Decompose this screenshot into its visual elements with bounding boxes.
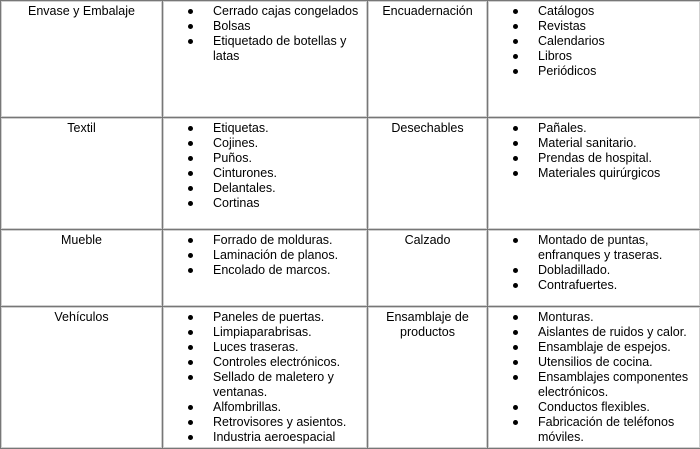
item-list [492, 4, 696, 79]
list-item: Conductos flexibles. [538, 400, 696, 415]
list-item: Forrado de molduras. [213, 233, 363, 248]
list-item: Ensamblaje de espejos. [538, 340, 696, 355]
items-cell [488, 230, 700, 307]
list-item: Calendarios [538, 34, 696, 49]
items-cell [163, 307, 368, 449]
list-item: Limpiaparabrisas. [213, 325, 363, 340]
list-item: Encolado de marcos. [213, 263, 363, 278]
category-cell: Textil [1, 118, 163, 230]
list-item: Industria aeroespacial [213, 430, 363, 445]
list-item: Etiquetas. [213, 121, 363, 136]
item-list [492, 121, 696, 181]
list-item: Prendas de hospital. [538, 151, 696, 166]
items-cell [163, 230, 368, 307]
category-cell: Calzado [368, 230, 488, 307]
list-item: Pañales. [538, 121, 696, 136]
item-list [167, 233, 363, 278]
list-item: Cerrado cajas congelados [213, 4, 363, 19]
list-item: Luces traseras. [213, 340, 363, 355]
list-item: Etiquetado de botellas y latas [213, 34, 363, 64]
items-cell [488, 307, 700, 449]
item-list [167, 121, 363, 211]
list-item: Material sanitario. [538, 136, 696, 151]
category-cell: Encuadernación [368, 1, 488, 118]
category-cell: Mueble [1, 230, 163, 307]
list-item: Dobladillado. [538, 263, 696, 278]
table-row [1, 1, 700, 118]
table-row [1, 118, 700, 230]
item-list [167, 310, 363, 445]
table-row [1, 307, 700, 449]
list-item: Periódicos [538, 64, 696, 79]
list-item: Cojines. [213, 136, 363, 151]
list-item: Contrafuertes. [538, 278, 696, 293]
list-item: Sellado de maletero y ventanas. [213, 370, 363, 400]
list-item: Cortinas [213, 196, 363, 211]
list-item: Utensilios de cocina. [538, 355, 696, 370]
items-cell [163, 118, 368, 230]
item-list [167, 4, 363, 64]
list-item: Libros [538, 49, 696, 64]
list-item: Catálogos [538, 4, 696, 19]
list-item: Paneles de puertas. [213, 310, 363, 325]
list-item: Fabricación de teléfonos móviles. [538, 415, 696, 445]
list-item: Monturas. [538, 310, 696, 325]
list-item: Retrovisores y asientos. [213, 415, 363, 430]
category-cell: Envase y Embalaje [1, 1, 163, 118]
list-item: Aislantes de ruidos y calor. [538, 325, 696, 340]
list-item: Delantales. [213, 181, 363, 196]
list-item: Montado de puntas, enfranques y traseras. [538, 233, 696, 263]
items-cell [488, 118, 700, 230]
list-item: Laminación de planos. [213, 248, 363, 263]
list-item: Revistas [538, 19, 696, 34]
items-cell [488, 1, 700, 118]
list-item: Puños. [213, 151, 363, 166]
category-cell: Vehículos [1, 307, 163, 449]
category-cell: Ensamblaje de productos [368, 307, 488, 449]
item-list [492, 233, 696, 293]
list-item: Bolsas [213, 19, 363, 34]
list-item: Cinturones. [213, 166, 363, 181]
table-row [1, 230, 700, 307]
list-item: Ensamblajes componentes electrónicos. [538, 370, 696, 400]
list-item: Alfombrillas. [213, 400, 363, 415]
list-item: Materiales quirúrgicos [538, 166, 696, 181]
items-cell [163, 1, 368, 118]
item-list [492, 310, 696, 445]
list-item: Controles electrónicos. [213, 355, 363, 370]
category-cell: Desechables [368, 118, 488, 230]
